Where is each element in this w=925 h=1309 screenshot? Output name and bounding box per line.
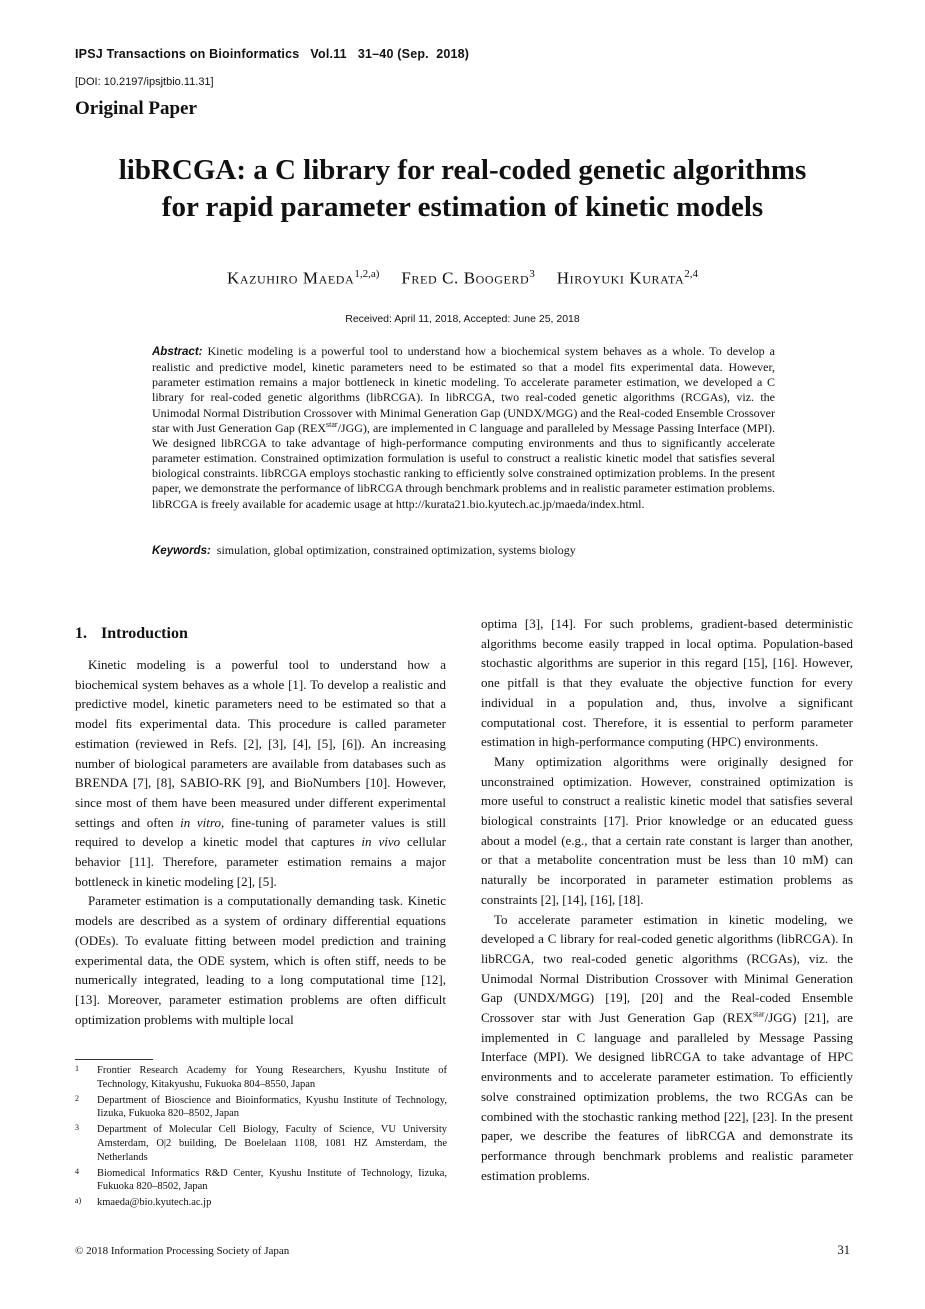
paragraph-text: Kinetic modeling is a powerful tool to understand how a biochemical system behaves as a whole [1]. To develop a realistic and predictive model, kinetic parameters need to be estimated so that a model fits experimental data. This procedure is called parameter estimation (reviewed in Refs. [2], [3], [4], [5], [6]). An increasing number of biological parameters are available from databases such as BRENDA [7], [8], SABIO-RK [9], and BioNumbers [10]. However, since most of them have been measured under different experimental settings and often [75, 657, 446, 830]
paragraph: Parameter estimation is a computationally demanding task. Kinetic models are described as a system of ordinary differential equations (ODEs). To evaluate fitting between model prediction and training experimental data, the ODE system, which is often stiff, needs to be numerically integrated, leading to a long computational time [12], [13]. Moreover, parameter estimation problems are often difficult optimization problems with multiple local [75, 893, 446, 1027]
author-list [0, 268, 925, 289]
title-line-2: for rapid parameter estimation of kinetic models [161, 191, 764, 223]
keywords-label: Keywords: [152, 545, 211, 557]
copyright-notice: © 2018 Information Processing Society of Japan [75, 1245, 290, 1257]
paragraph: optima [3], [14]. For such problems, gradient-based deterministic algorithms become easily trapped in local optima. Population-based stochastic algorithms are superior in this regard [15], [16]. However, one pitfall is that they evaluate the objective function for every individual in a population and, thus, involve a significant computational cost. Therefore, it is essential to perform parameter estimation in high-performance computing (HPC) environments. [481, 616, 853, 750]
footnote [75, 1094, 447, 1122]
italic-text: in vivo [361, 834, 401, 850]
author-affiliation-mark: 1,2,a) [354, 268, 380, 280]
author-affiliation-mark: 3 [529, 268, 535, 280]
footnote [75, 1167, 447, 1195]
abstract-label: Abstract: [152, 346, 203, 358]
footnote [75, 1196, 447, 1210]
abstract-text: /JGG), are implemented in C language and paralleled by Message Passing Interface (MPI). We designed libRCGA to take advantage of high-performance computing environments and thus to significantly accelerate parameter estimation. Constrained optimization formulation is useful to construct a realistic kinetic model that satisfies several biological constraints. libRCGA employs stochastic ranking to efficiently solve constrained optimization problems. In the present paper, we demonstrate the performance of libRCGA through benchmark problems and in realistic parameter estimation problems. libRCGA is freely available for academic usage at http://kurata21.bio.kyutech.ac.jp/maeda/index.html. [152, 420, 776, 511]
paragraph [75, 655, 446, 891]
paragraph-text: cellular behavior [11]. Therefore, parameter estimation remains a major bottleneck in kinetic modeling [2], [5]. [75, 834, 446, 889]
abstract-text: Kinetic modeling is a powerful tool to understand how a biochemical system behaves as a whole. To develop a realistic and predictive model, kinetic parameters need to be estimated so that a model fits experimental data. However, parameter estimation remains a major bottleneck in kinetic modeling. To accelerate parameter estimation, we developed a C library for real-coded genetic algorithms (libRCGA). In libRCGA, two real-coded genetic algorithms (RCGAs), viz. the Unimodal Normal Distribution Crossover with Minimal Generation Gap (UNDX/MGG) and the Real-coded Ensemble Crossover star with Just Generation Gap (REX [152, 344, 775, 435]
right-column [481, 614, 853, 1185]
paragraph: Many optimization algorithms were originally designed for unconstrained optimization. However, constrained optimization is more useful to construct a realistic kinetic model that satisfies several biological constraints [17]. Prior knowledge or an educated guess about a model (e.g., that a certain rate constant is larger than another, or that a metabolite concentration must be less than 10 mM) can naturally be incorporated in parameter estimation problems as constraints [2], [14], [16], [18]. [481, 753, 853, 907]
title-line-1: libRCGA: a C library for real-coded genetic algorithms [118, 154, 807, 186]
italic-text: in vitro [180, 814, 221, 830]
paper-title [40, 152, 885, 226]
paragraph-text: /JGG) [21], are implemented in C language and paralleled by Message Passing Interface (MPI). We designed libRCGA to take advantage of HPC environments and to accelerate parameter estimation. To efficiently solve constrained optimization problems, the two RCGAs can be combined with the stochastic ranking method [22], [23]. In the present paper, we describe the features of libRCGA and demonstrate its performance through benchmark problems and realistic parameter estimation problems. [481, 1010, 853, 1183]
footnote-text: Department of Molecular Cell Biology, Faculty of Science, VU University Amsterdam, O|2 building, De Boelelaan 1108, 1081 HZ Amsterdam, the Netherlands [97, 1124, 447, 1163]
paper-type: Original Paper [75, 98, 197, 119]
footnote-mark: 3 [75, 1123, 79, 1133]
section-heading [75, 625, 188, 643]
footnote-mark: 2 [75, 1093, 79, 1103]
abstract [152, 344, 775, 512]
paragraph-text: To accelerate parameter estimation in kinetic modeling, we developed a C library for real-coded genetic algorithms (libRCGA). In libRCGA, two real-coded genetic algorithms (RCGAs), viz. the Unimodal Normal Distribution Crossover with Minimal Generation Gap (UNDX/MGG) [19], [20] and the Real-coded Ensemble Crossover star with Just Generation Gap (REX [481, 911, 853, 1026]
doi-link[interactable]: [DOI: 10.2197/ipsjtbio.11.31] [75, 76, 214, 88]
section-number: 1. [75, 625, 87, 642]
keywords-text: simulation, global optimization, constrained optimization, systems biology [216, 543, 576, 557]
footnote-text: Department of Bioscience and Bioinformatics, Kyushu Institute of Technology, Iizuka, Fukuoka 820–8502, Japan [97, 1094, 447, 1120]
keywords [152, 543, 775, 558]
received-date: Received: April 11, 2018, Accepted: June 25, 2018 [345, 313, 580, 325]
footnote [75, 1064, 447, 1092]
journal-header: IPSJ Transactions on Bioinformatics Vol.11 31–40 (Sep. 2018) [75, 47, 470, 61]
footnote [75, 1123, 447, 1164]
author-name: Kazuhiro Maeda [226, 268, 355, 288]
footnotes [75, 1064, 447, 1212]
paragraph [481, 910, 853, 1186]
abstract-superscript: star [326, 419, 338, 429]
author-name: Hiroyuki Kurata [556, 268, 685, 288]
section-title: Introduction [101, 625, 188, 642]
footnote-divider [75, 1059, 153, 1060]
author-affiliation-mark: 2,4 [684, 268, 699, 280]
author-name: Fred C. Boogerd [401, 268, 530, 288]
page-number: 31 [837, 1243, 850, 1257]
left-column [75, 655, 446, 1029]
footnote-text: Frontier Research Academy for Young Researchers, Kyushu Institute of Technology, Kitakyushu, Fukuoka 804–8550, Japan [97, 1065, 447, 1090]
superscript: star [753, 1009, 765, 1019]
paragraph-text: , fine-tuning of parameter values is still required to develop a kinetic model that captures [75, 814, 446, 850]
footnote-mark: 1 [75, 1064, 79, 1073]
footnote-mark: 4 [75, 1166, 79, 1176]
footnote-text: Biomedical Informatics R&D Center, Kyushu Institute of Technology, Iizuka, Fukuoka 820–8502, Japan [97, 1167, 447, 1193]
footnote-mark: a) [75, 1196, 82, 1206]
footnote-email[interactable]: kmaeda@bio.kyutech.ac.jp [97, 1197, 212, 1209]
